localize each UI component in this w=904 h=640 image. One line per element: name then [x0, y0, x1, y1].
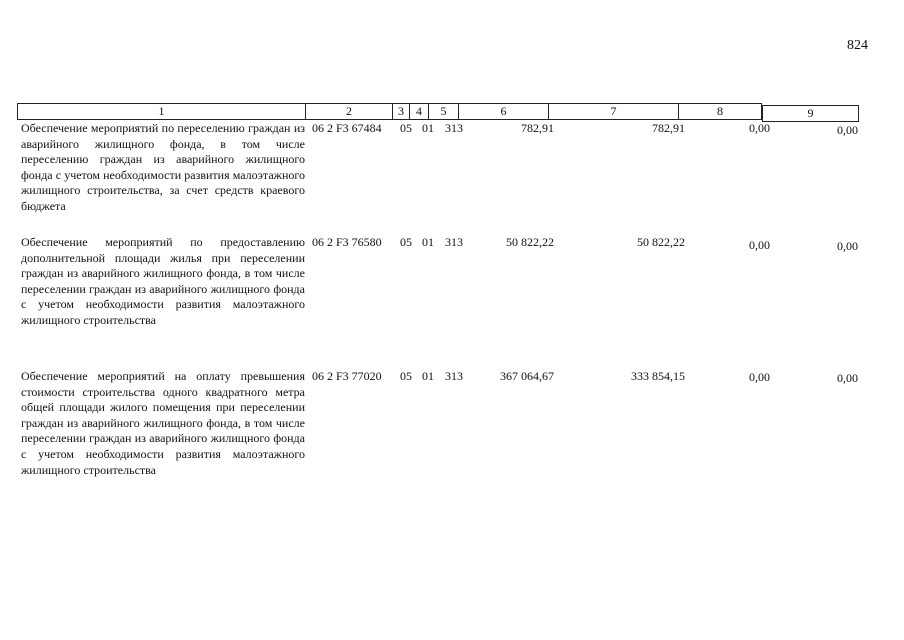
header-col-8: 8 — [678, 103, 762, 120]
row-col-9: 0,00 — [837, 371, 858, 385]
row-col-4: 01 — [422, 235, 434, 249]
row-col-3: 05 — [400, 369, 412, 383]
row-col-6: 367 064,67 — [500, 369, 554, 383]
row-col-4: 01 — [422, 121, 434, 135]
row-col-3: 05 — [400, 121, 412, 135]
row-col-8: 0,00 — [749, 121, 770, 135]
row-description: Обеспечение мероприятий по предоставлению дополнительной площади жилья при переселении граждан из аварийного жилищного фонда, в том числе переселении граждан из аварийного жилищного фонда с учетом необходимости развития малоэтажного жилищного строительства — [21, 235, 305, 327]
header-col-5: 5 — [428, 103, 458, 120]
row-code: 06 2 F3 67484 — [312, 121, 382, 135]
row-col-8: 0,00 — [749, 370, 770, 384]
row-col-3: 05 — [400, 235, 412, 249]
row-col-9: 0,00 — [837, 123, 858, 137]
row-col-5: 313 — [445, 369, 463, 383]
header-col-4: 4 — [409, 103, 428, 120]
header-col-6: 6 — [458, 103, 548, 120]
row-col-7: 782,91 — [652, 121, 685, 135]
row-col-4: 01 — [422, 369, 434, 383]
row-col-5: 313 — [445, 235, 463, 249]
row-code: 06 2 F3 76580 — [312, 235, 382, 249]
header-col-3: 3 — [392, 103, 409, 120]
header-col-7: 7 — [548, 103, 678, 120]
row-col-7: 333 854,15 — [631, 369, 685, 383]
row-description: Обеспечение мероприятий на оплату превышения стоимости строительства одного квадратного метра общей площади жилого помещения при переселении граждан из аварийного жилищного фонда, в том числе переселении граждан из аварийного жилищного фонда с учетом необходимости развития малоэтажного жилищного строительства — [21, 369, 305, 477]
table-header — [17, 103, 859, 120]
row-col-8: 0,00 — [749, 238, 770, 252]
row-code: 06 2 F3 77020 — [312, 369, 382, 383]
header-col-2: 2 — [305, 103, 392, 120]
row-col-7: 50 822,22 — [637, 235, 685, 249]
row-col-9: 0,00 — [837, 239, 858, 253]
page-number: 824 — [847, 38, 868, 53]
row-description: Обеспечение мероприятий по переселению граждан из аварийного жилищного фонда, в том числе переселению граждан из аварийного жилищного фонда с учетом необходимости развития малоэтажного жилищного строительства, за счет средств краевого бюджета — [21, 121, 305, 213]
row-col-5: 313 — [445, 121, 463, 135]
header-col-1: 1 — [17, 103, 305, 120]
row-col-6: 782,91 — [521, 121, 554, 135]
row-col-6: 50 822,22 — [506, 235, 554, 249]
header-col-9: 9 — [762, 105, 859, 122]
